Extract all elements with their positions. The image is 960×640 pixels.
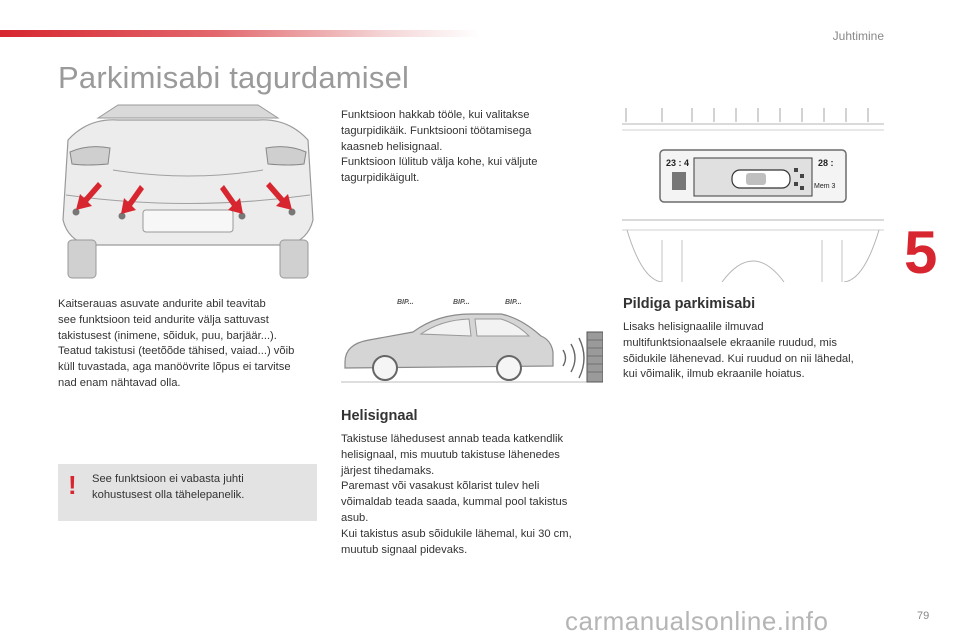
pildiga-line: multifunktsionaalsele ekraanile ruudud, mis: [623, 336, 837, 349]
helisignaal-line: Paremast või vasakust kõlarist tulev heli: [341, 480, 540, 493]
sensors-paragraph: [58, 297, 320, 392]
beep-label-1: BIP...: [397, 299, 414, 306]
intro-line: kaasneb helisignaal.: [341, 140, 443, 153]
header-accent-bar: [0, 30, 480, 37]
sensors-line: Kaitserauas asuvate andurite abil teavitab: [58, 298, 266, 310]
sensors-line: nad enam nähtavad olla.: [58, 376, 181, 389]
sensors-line: takistusest (inimene, sõiduk, puu, barjäär...).: [58, 329, 277, 342]
warning-icon: !: [68, 470, 77, 500]
pildiga-line: kui võimalik, ilmub ekraanile hoiatus.: [623, 368, 805, 381]
page-title: Parkimisabi tagurdamisel: [58, 60, 410, 95]
helisignaal-line: järjest tihedamaks.: [341, 464, 435, 477]
rear-bumper-illustration: [58, 100, 318, 280]
warning-line: See funktsioon ei vabasta juhti: [92, 473, 244, 485]
pildiga-heading: Pildiga parkimisabi: [623, 296, 756, 312]
section-label: Juhtimine: [832, 29, 884, 43]
display-mem: Mem 3: [814, 183, 836, 190]
sensor-dot-1: [73, 209, 80, 216]
helisignaal-line: asub.: [341, 511, 369, 524]
helisignaal-line: Kui takistus asub sõidukile lähemal, kui 30 cm,: [341, 527, 572, 540]
helisignaal-line: Takistuse lähedusest annab teada katkendlik: [341, 433, 564, 445]
warning-text: [92, 472, 307, 504]
intro-line: Funktsioon hakkab tööle, kui valitakse: [341, 109, 530, 121]
sensors-line: küll tuvastada, aga manöövrite lõpus ei tarvitse: [58, 361, 291, 374]
intro-paragraph: [341, 108, 586, 187]
beep-label-2: BIP...: [453, 299, 470, 306]
display-temp: 28 :: [818, 158, 834, 168]
helisignaal-heading: Helisignaal: [341, 408, 418, 424]
beep-label-3: BIP...: [505, 299, 522, 306]
helisignaal-line: muutub signaal pidevaks.: [341, 543, 468, 556]
intro-line: Funktsioon lülitub välja kohe, kui väljute: [341, 156, 538, 169]
warning-line: kohustusest olla tähelepanelik.: [92, 488, 245, 501]
display-time: 23 : 4: [666, 158, 690, 168]
pildiga-line: sõidukile lähenevad. Kui ruudud on nii lähedal,: [623, 352, 854, 365]
sensors-line: see funktsioon teid andurite välja sattuvast: [58, 313, 269, 326]
dashboard-display-illustration: [622, 100, 884, 282]
warning-box: [58, 464, 317, 521]
helisignaal-paragraph: [341, 432, 603, 558]
sensor-dot-4: [289, 209, 296, 216]
pildiga-paragraph: [623, 320, 885, 383]
helisignaal-line: helisignaal, mis muutub takistuse lähenedes: [341, 448, 560, 461]
pildiga-line: Lisaks helisignaalile ilmuvad: [623, 321, 764, 333]
page-number: 79: [917, 610, 930, 622]
helisignaal-line: võimaldab teada saada, kummal pool takistus: [341, 496, 568, 509]
intro-line: tagurpidikäigult.: [341, 172, 420, 185]
car-side-beep-illustration: [341, 292, 603, 390]
sensors-line: Teatud takistusi (teetõõde tähised, vaiad...) võib: [58, 345, 295, 358]
parking-icon: [672, 172, 686, 190]
chapter-number: 5: [904, 219, 938, 286]
watermark: carmanualsonline.info: [565, 606, 829, 636]
obstacle-wall: [587, 332, 603, 382]
intro-line: tagurpidikäik. Funktsiooni töötamisega: [341, 124, 532, 137]
